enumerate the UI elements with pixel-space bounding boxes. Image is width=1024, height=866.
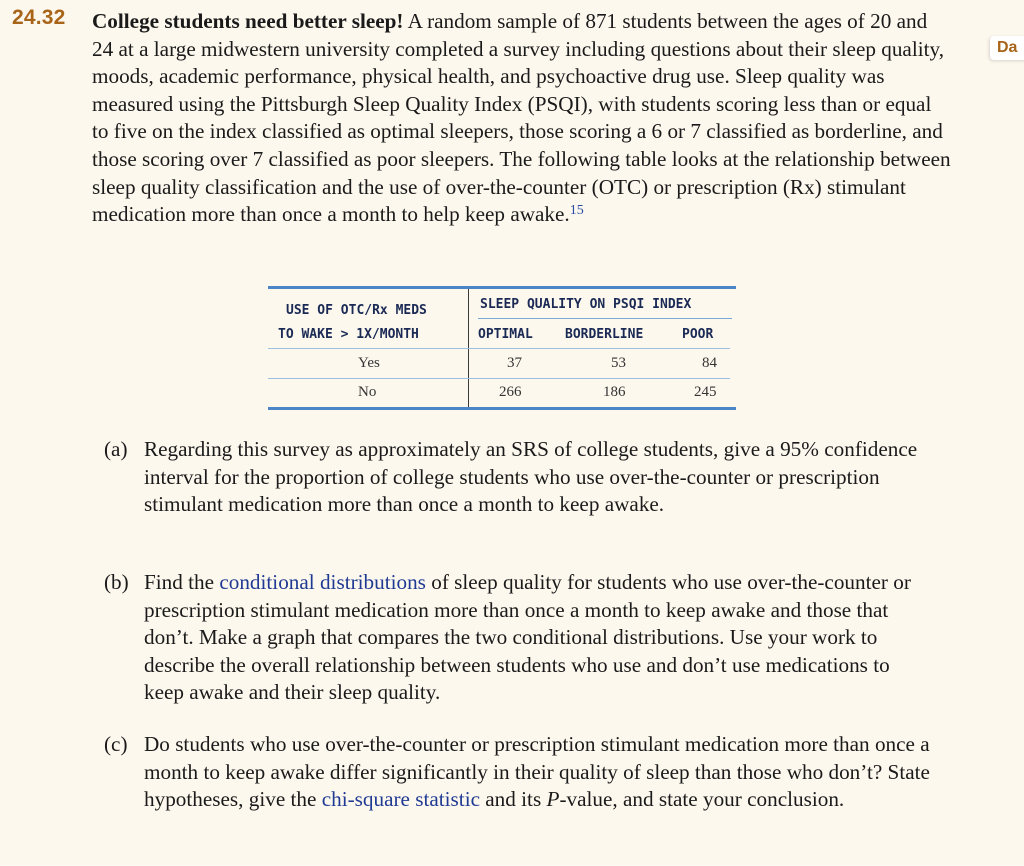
- cell-no-poor: 245: [694, 384, 717, 400]
- table-rule-row: [268, 378, 730, 379]
- part-a: [104, 436, 934, 519]
- part-a-text: Regarding this survey as approximately an SRS of college students, give a 95% confidence interval for the proportion of college students who use over-the-counter or prescription stimulant medication more than once a month to keep awake.: [144, 437, 918, 517]
- cell-yes-poor: 84: [702, 355, 717, 371]
- cell-no-optimal: 266: [499, 384, 522, 400]
- column-header-borderline: BORDERLINE: [565, 327, 644, 342]
- cell-no-borderline: 186: [603, 384, 626, 400]
- table-rule-group: [478, 318, 732, 319]
- glossary-link-conditional-distributions[interactable]: conditional distributions: [219, 570, 426, 594]
- exercise-number: 24.32: [12, 6, 66, 29]
- row-label-no: No: [358, 384, 377, 400]
- footnote-ref[interactable]: 15: [569, 203, 584, 219]
- part-b-text-post: of sleep quality for students who use over-the-counter or prescription stimulant medication more than once a month to keep awake and those that don’t. Make a graph that compares the two conditional distributions. Use your work to describe the overall relationship between students who use and don’t use medications to keep awake and their sleep quality.: [144, 570, 911, 705]
- part-b-text-pre: Find the: [144, 570, 215, 594]
- row-header-line2: TO WAKE > 1X/MONTH: [278, 327, 419, 342]
- intro-text: A random sample of 871 students between the ages of 20 and 24 at a large midwestern university completed a survey including questions about their sleep quality, moods, academic performance, physical health, and psychoactive drug use. Sleep quality was measured using the Pittsburgh Sleep Quality Index (PSQI), with students scoring less than or equal to five on the index classified as optimal sleepers, those scoring a 6 or 7 classified as borderline, and those scoring over 7 classified as poor sleepers. The following table looks at the relationship between sleep quality classification and the use of over-the-counter (OTC) or prescription (Rx) stimulant medication more than once a month to help keep awake.: [92, 9, 951, 227]
- part-c: [104, 731, 934, 814]
- row-header-line1: USE OF OTC/Rx MEDS: [286, 303, 427, 318]
- part-c-text-post: -value, and state your conclusion.: [559, 787, 845, 812]
- column-header-optimal: OPTIMAL: [478, 327, 533, 342]
- exercise-intro: [92, 8, 952, 229]
- part-c-text-pre: Do students who use over-the-counter or prescription stimulant medication more than once a month to keep awake differ significantly in their quality of sleep than those who don’t? State hypotheses, give the: [144, 732, 930, 812]
- part-b-text: [144, 569, 934, 707]
- cell-yes-borderline: 53: [611, 355, 626, 371]
- p-variable: P: [546, 787, 560, 812]
- side-tab[interactable]: Da: [990, 36, 1024, 60]
- part-a-label: (a): [104, 437, 128, 461]
- part-c-label: (c): [104, 732, 128, 756]
- group-header: SLEEP QUALITY ON PSQI INDEX: [480, 297, 692, 312]
- part-b: [104, 569, 934, 707]
- cell-yes-optimal: 37: [507, 355, 522, 371]
- glossary-link-chi-square-statistic[interactable]: chi-square statistic: [321, 787, 480, 812]
- part-b-label: (b): [104, 570, 129, 594]
- exercise-title: College students need better sleep!: [92, 9, 404, 33]
- sleep-quality-table: [268, 286, 736, 410]
- row-label-yes: Yes: [358, 355, 380, 371]
- part-c-text-mid: and its: [485, 787, 542, 812]
- part-c-text: [144, 731, 934, 814]
- table-rule-header: [268, 348, 730, 349]
- column-header-poor: POOR: [682, 327, 714, 342]
